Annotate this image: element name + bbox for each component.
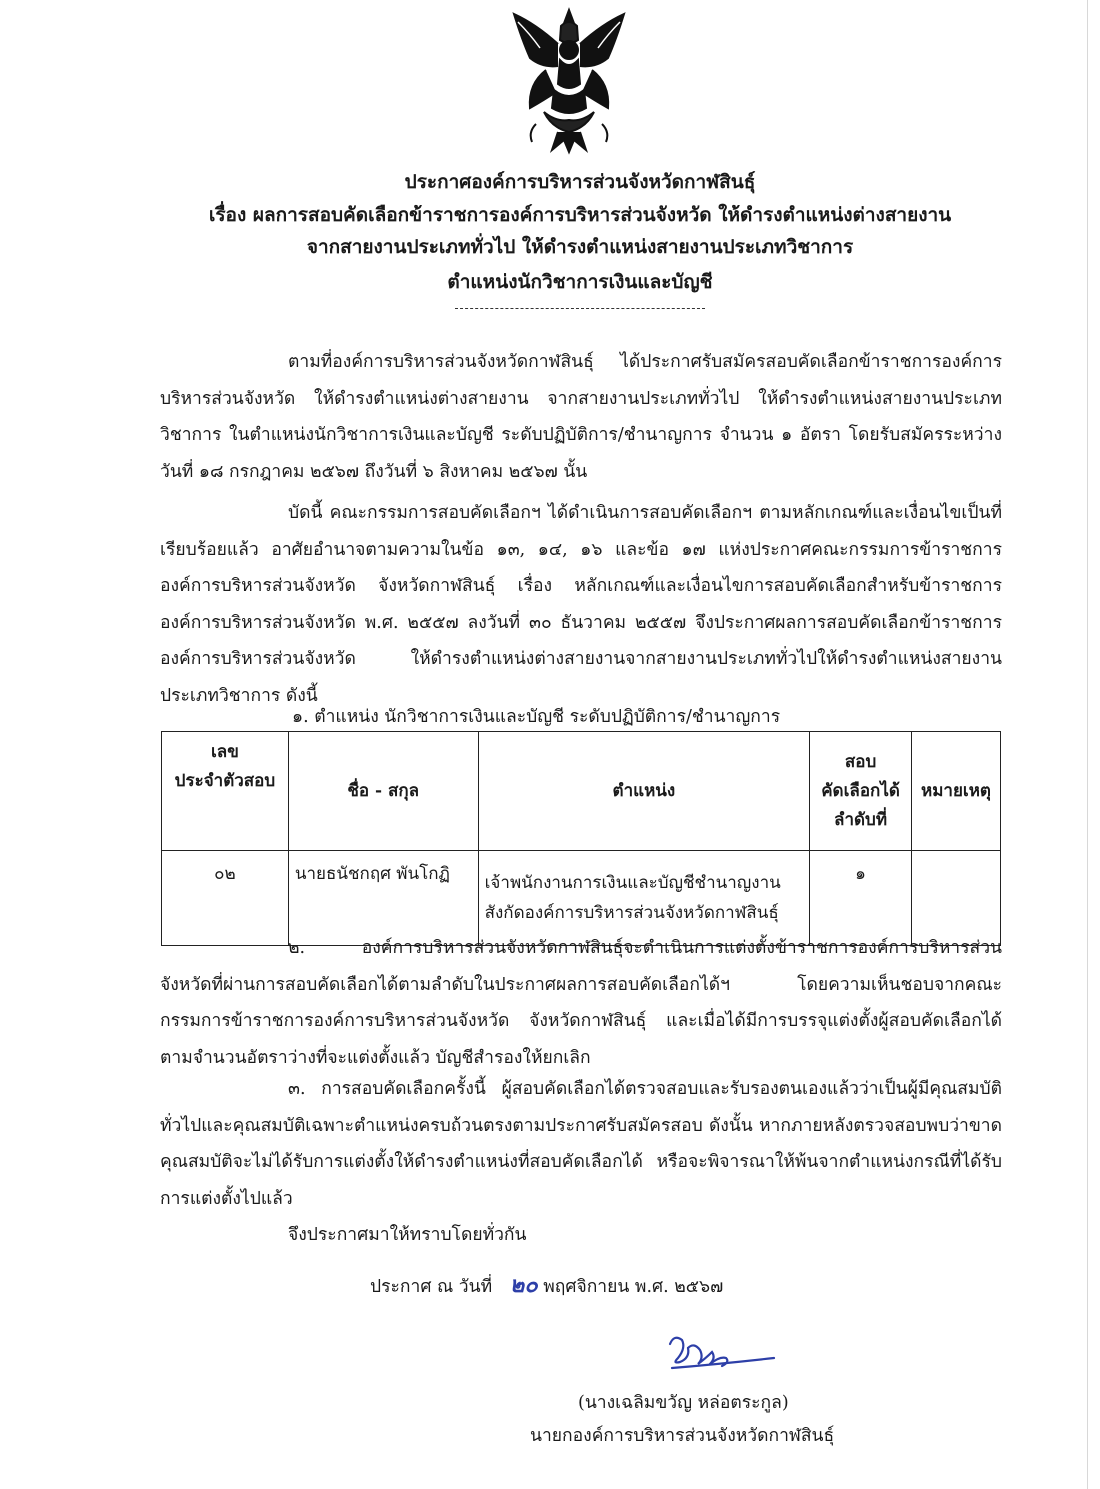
cell-rank: ๑ xyxy=(810,851,912,946)
announcement-title: ประกาศองค์การบริหารส่วนจังหวัดกาฬสินธุ์ xyxy=(404,171,756,193)
paragraph-intro xyxy=(160,344,1002,490)
signer-title: นายกองค์การบริหารส่วนจังหวัดกาฬสินธุ์ xyxy=(530,1426,835,1446)
header-exam-id-line1: เลข xyxy=(211,742,239,762)
header-remark: หมายเหตุ xyxy=(912,732,1001,851)
paragraph-item-2 xyxy=(160,930,1002,1076)
header-rank-line1: สอบ xyxy=(844,751,877,772)
announcement-date xyxy=(370,1268,723,1305)
cell-position-line2: สังกัดองค์การบริหารส่วนจังหวัดกาฬสินธุ์ xyxy=(484,903,779,923)
paragraph-item-2-text: ๒. องค์การบริหารส่วนจังหวัดกาฬสินธุ์จะดำเนินการแต่งตั้งข้าราชการองค์การบริหารส่วนจังหวัดที่ผ่านการสอบคัดเลือกได้ตามลำดับในประกาศผลการสอบคัดเลือกได้ฯ โดยความเห็นชอบจากคณะกรรมการข้าราชการองค์การบริหารส่วนจังหวัด จังหวัดกาฬสินธุ์ และเมื่อได้มีการบรรจุแต่งตั้งผู้สอบคัดเลือกได้ตามจำนวนอัตราว่างที่จะแต่งตั้งแล้ว บัญชีสำรองให้ยกเลิก xyxy=(160,938,1002,1068)
header-position: ตำแหน่ง xyxy=(478,732,809,851)
paragraph-item-3 xyxy=(160,1071,1002,1217)
paragraph-item-3-text: ๓. การสอบคัดเลือกครั้งนี้ ผู้สอบคัดเลือกได้ตรวจสอบและรับรองตนเองแล้วว่าเป็นผู้มีคุณสมบัติทั่วไปและคุณสมบัติเฉพาะตำแหน่งครบถ้วนตรงตามประกาศรับสมัครสอบ ดังนั้น หากภายหลังตรวจสอบพบว่าขาดคุณสมบัติจะไม่ได้รับการแต่งตั้งให้ดำรงตำแหน่งที่สอบคัดเลือกได้ หรือจะพิจารณาให้พ้นจากตำแหน่งกรณีที่ได้รับการแต่งตั้งไปแล้ว xyxy=(160,1079,1002,1209)
signer-name: (นางเฉลิมขวัญ หล่อตระกูล) xyxy=(578,1393,789,1413)
header-name: ชื่อ - สกุล xyxy=(288,732,478,851)
closing-line xyxy=(160,1217,1002,1254)
header-divider xyxy=(455,308,705,309)
cell-exam-id: ๐๒ xyxy=(162,851,289,946)
paragraph-intro-text: ตามที่องค์การบริหารส่วนจังหวัดกาฬสินธุ์ ได้ประกาศรับสมัครสอบคัดเลือกข้าราชการองค์การบริหารส่วนจังหวัด ให้ดำรงตำแหน่งต่างสายงาน จากสายงานประเภททั่วไป ให้ดำรงตำแหน่งสายงานประเภทวิชาการ ในตำแหน่งนักวิชาการเงินและบัญชี ระดับปฏิบัติการ/ชำนาญการ จำนวน ๑ อัตรา โดยรับสมัครระหว่างวันที่ ๑๘ กรกฎาคม ๒๕๖๗ ถึงวันที่ ๖ สิงหาคม ๒๕๖๗ นั้น xyxy=(160,352,1002,482)
header-rank-line2: คัดเลือกได้ xyxy=(821,780,900,801)
garuda-emblem-icon xyxy=(506,4,632,156)
subject-line: เรื่อง ผลการสอบคัดเลือกข้าราชการองค์การบริหารส่วนจังหวัด ให้ดำรงตำแหน่งต่างสายงาน xyxy=(208,204,952,226)
header-exam-id xyxy=(162,732,289,851)
subject-line-2: จากสายงานประเภททั่วไป ให้ดำรงตำแหน่งสายงานประเภทวิชาการ xyxy=(306,236,854,258)
item-1-label: ๑. ตำแหน่ง นักวิชาการเงินและบัญชี ระดับปฏิบัติการ/ชำนาญการ xyxy=(292,707,781,727)
cell-name: นายธนัชกฤศ พันโกฏิ xyxy=(288,851,478,946)
signature-icon xyxy=(660,1328,780,1382)
date-suffix: พฤศจิกายน พ.ศ. ๒๕๖๗ xyxy=(543,1277,724,1297)
closing-text: จึงประกาศมาให้ทราบโดยทั่วกัน xyxy=(288,1225,527,1245)
cell-position-line1: เจ้าพนักงานการเงินและบัญชีชำนาญงาน xyxy=(484,873,781,893)
paragraph-results-text: บัดนี้ คณะกรรมการสอบคัดเลือกฯ ได้ดำเนินการสอบคัดเลือกฯ ตามหลักเกณฑ์และเงื่อนไขเป็นที่เรียบร้อยแล้ว อาศัยอำนาจตามความในข้อ ๑๓, ๑๔, ๑๖ และข้อ ๑๗ แห่งประกาศคณะกรรมการข้าราชการองค์การบริหารส่วนจังหวัด จังหวัดกาฬสินธุ์ เรื่อง หลักเกณฑ์และเงื่อนไขการสอบคัดเลือกสำหรับข้าราชการองค์การบริหารส่วนจังหวัด พ.ศ. ๒๕๕๗ ลงวันที่ ๓๐ ธันวาคม ๒๕๕๗ จึงประกาศผลการสอบคัดเลือกข้าราชการองค์การบริหารส่วนจังหวัด ให้ดำรงตำแหน่งต่างสายงานจากสายงานประเภททั่วไปให้ดำรงตำแหน่งสายงานประเภทวิชาการ ดังนี้ xyxy=(160,503,1002,706)
header-exam-id-line2: ประจำตัวสอบ xyxy=(174,771,276,791)
paragraph-results xyxy=(160,495,1002,714)
header-rank-line3: ลำดับที่ xyxy=(834,809,888,830)
results-table xyxy=(161,731,1001,946)
date-day-handwritten: ๒๐ xyxy=(509,1273,538,1298)
subject-line-3: ตำแหน่งนักวิชาการเงินและบัญชี xyxy=(447,271,713,293)
date-prefix: ประกาศ ณ วันที่ xyxy=(370,1277,493,1297)
table-header-row xyxy=(162,732,1001,851)
header-rank xyxy=(810,732,912,851)
